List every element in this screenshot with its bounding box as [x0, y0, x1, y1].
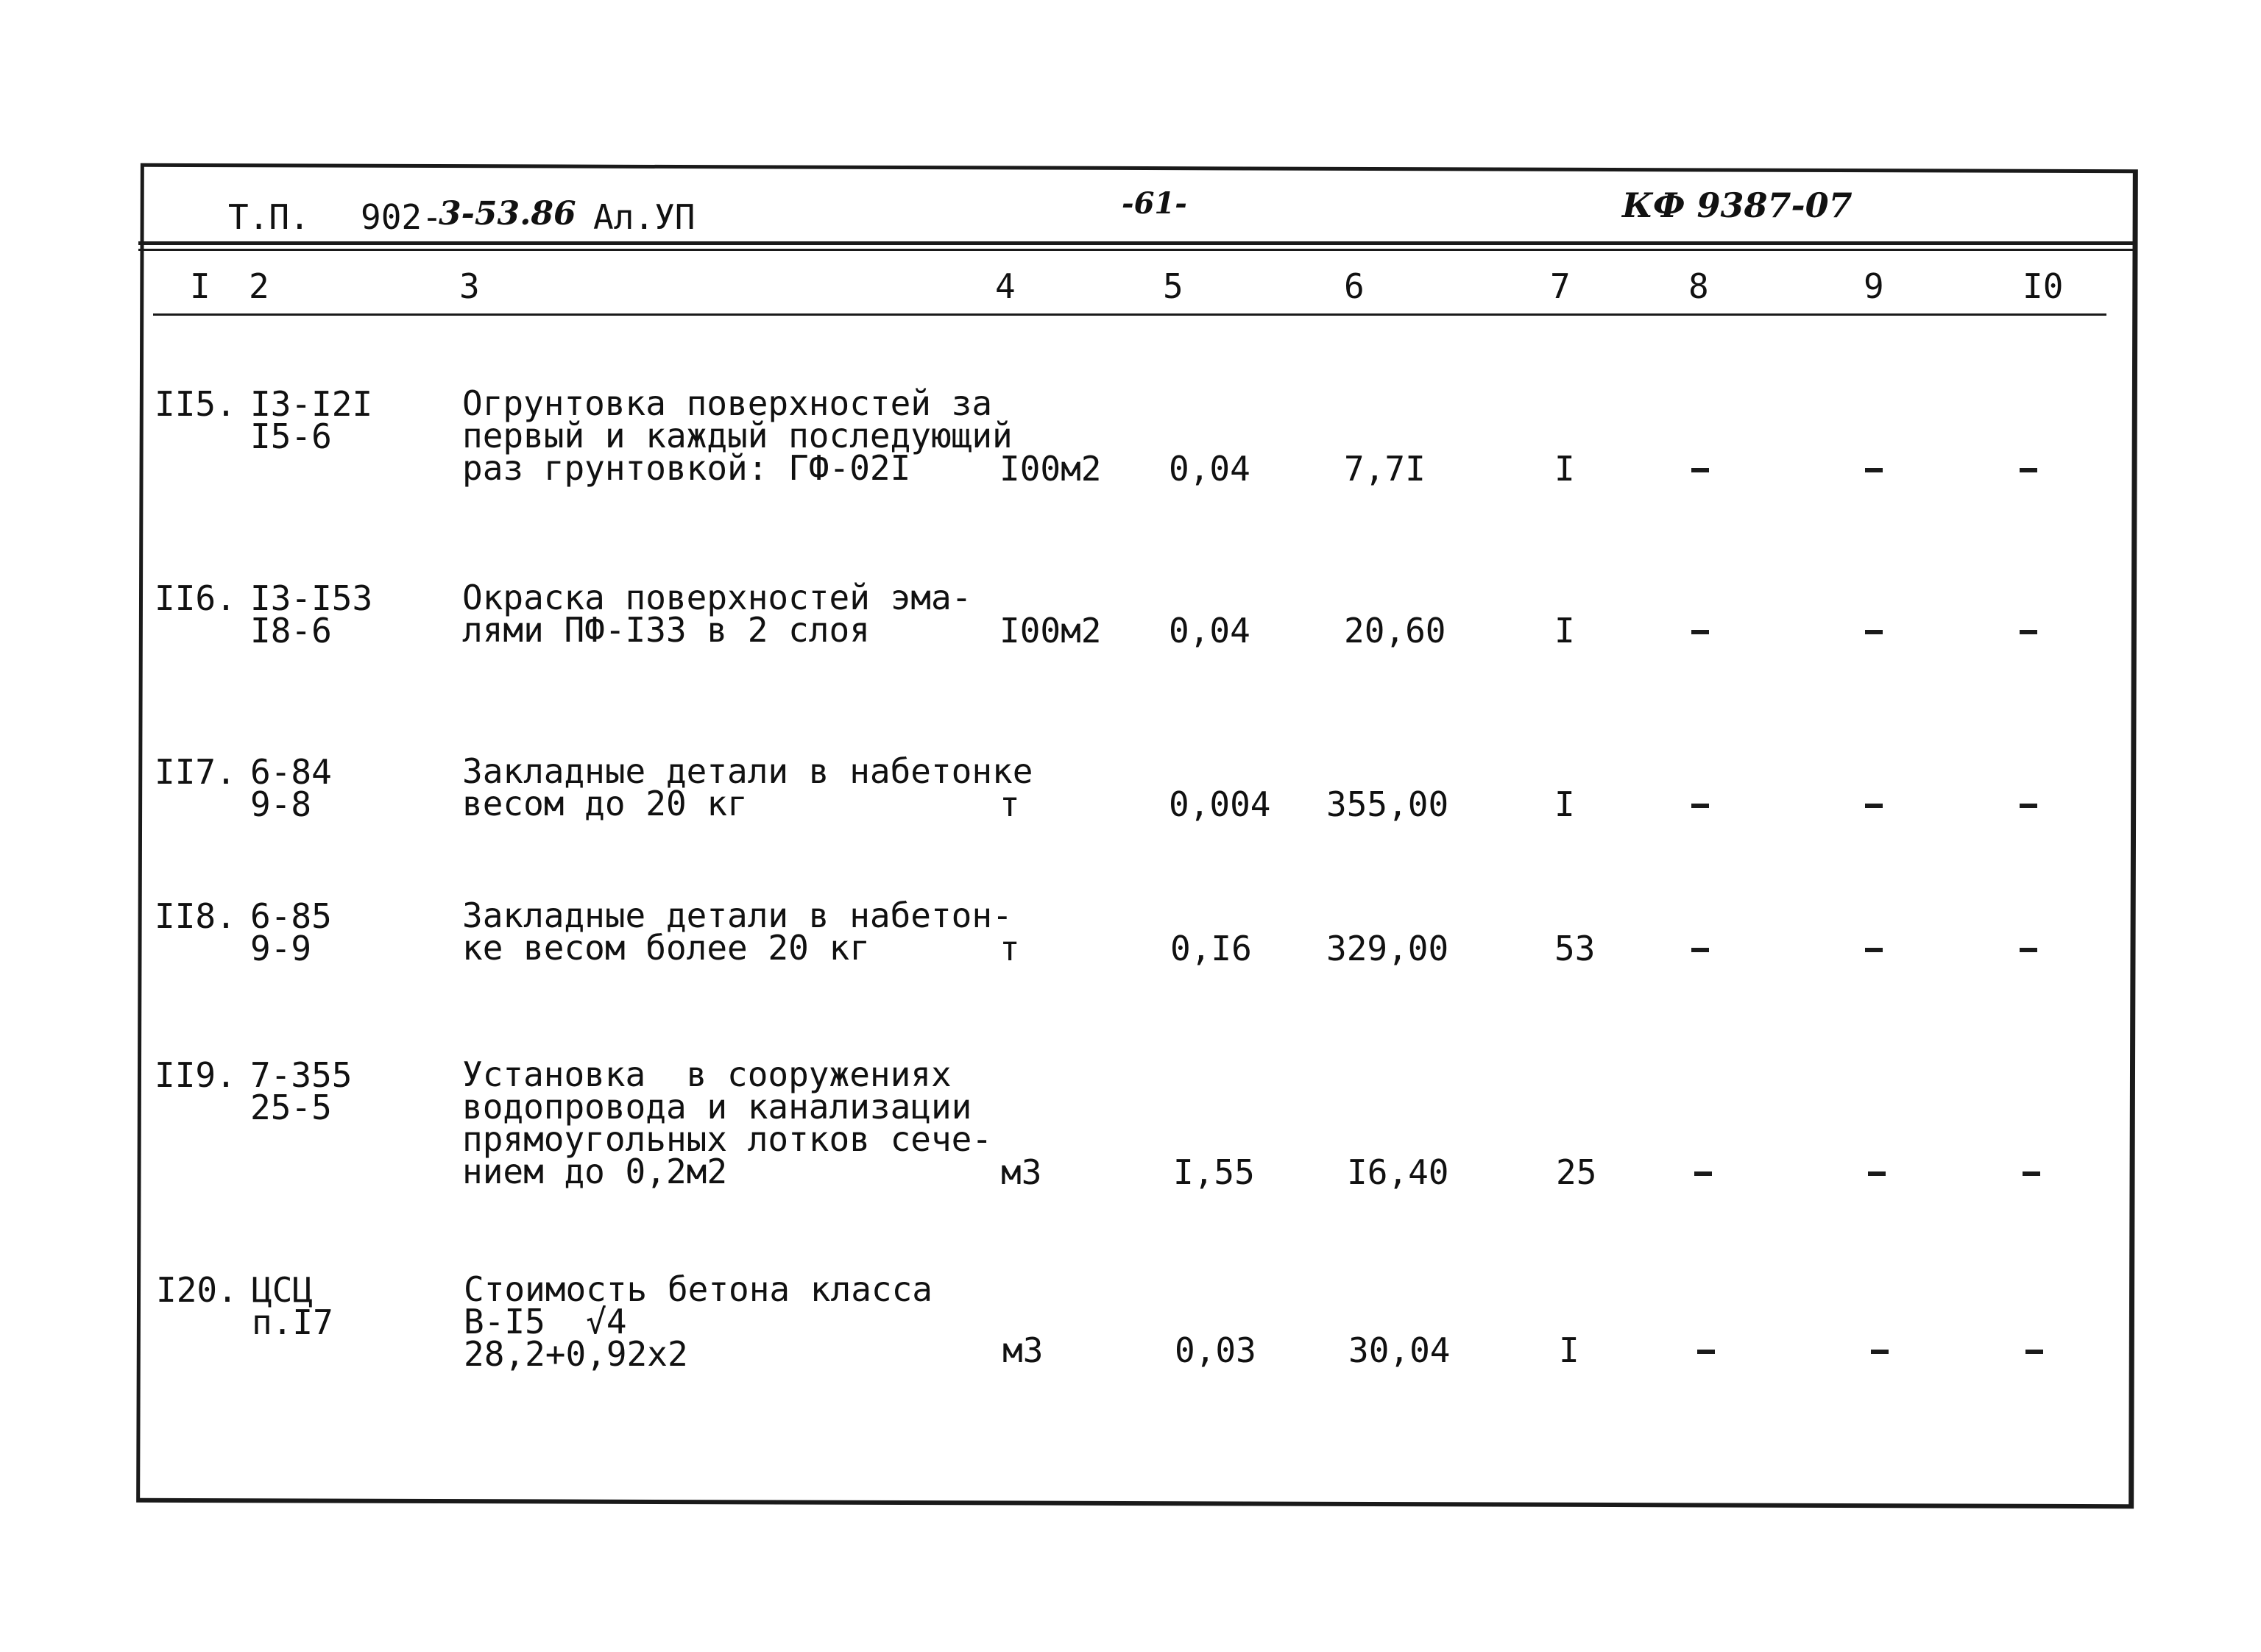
norm-code-sub: 9-8: [250, 784, 312, 824]
work-description-line: раз грунтовкой: ГФ-02I: [462, 448, 911, 488]
quantity: 0,004: [1169, 784, 1271, 824]
col9-dash: [1871, 1350, 1889, 1354]
work-description-line: ке весом более 20 кг: [462, 928, 870, 968]
col8-dash: [1691, 630, 1709, 634]
work-description-line: Закладные детали в набетон-: [462, 896, 1013, 935]
col7-value: I: [1559, 1330, 1579, 1370]
work-description-line: Установка в сооружениях: [462, 1054, 952, 1094]
row-number: II5.: [155, 384, 236, 424]
work-description-line: прямоугольных лотков сече-: [462, 1119, 993, 1159]
col7-value: I: [1554, 611, 1575, 650]
quantity: 0,I6: [1170, 929, 1252, 968]
col10-dash: [2020, 948, 2037, 952]
work-description-line: лями ПФ-I33 в 2 слоя: [462, 610, 870, 650]
col7-value: I: [1554, 449, 1575, 489]
row-number: II8.: [155, 896, 236, 936]
unit-price: 7,7I: [1344, 449, 1426, 489]
col-header-5: 5: [1163, 266, 1183, 306]
col7-value: 25: [1556, 1152, 1597, 1192]
norm-code: 6-85: [250, 896, 332, 936]
col9-dash: [1865, 630, 1883, 634]
col7-value: I: [1554, 784, 1575, 824]
work-description-line: Закладные детали в набетонке: [462, 751, 1033, 791]
unit-price: I6,40: [1347, 1152, 1449, 1192]
norm-code-sub: п.I7: [252, 1302, 333, 1342]
col-header-10: I0: [2023, 266, 2064, 306]
col9-dash: [1865, 804, 1883, 808]
col10-dash: [2025, 1350, 2043, 1354]
col-header-2: 2: [249, 266, 269, 306]
col8-dash: [1697, 1350, 1715, 1354]
norm-code: I3-I53: [250, 578, 373, 618]
col-header-4: 4: [995, 266, 1016, 306]
project-code-handwritten: 3-53.86: [439, 195, 576, 233]
work-description-line: Стоимость бетона класса: [464, 1269, 933, 1309]
norm-code-sub: 25-5: [250, 1088, 332, 1127]
col8-dash: [1691, 948, 1709, 952]
tp-label: Т.П.: [228, 197, 310, 237]
norm-code: ЦСЦ: [252, 1270, 314, 1310]
col10-dash: [2020, 630, 2037, 634]
header-divider: [138, 241, 2136, 245]
col-header-8: 8: [1688, 266, 1709, 306]
col10-dash: [2020, 804, 2037, 808]
quantity: 0,04: [1169, 449, 1250, 489]
work-description-line: весом до 20 кг: [462, 784, 748, 823]
work-description-line: Огрунтовка поверхностей за: [462, 383, 993, 423]
unit-price: 355,00: [1326, 784, 1449, 824]
unit: I00м2: [999, 449, 1102, 489]
unit: м3: [1002, 1330, 1044, 1370]
norm-code-sub: 9-9: [250, 929, 312, 968]
col7-value: 53: [1554, 929, 1596, 968]
norm-code: I3-I2I: [250, 384, 373, 424]
col-header-3: 3: [459, 266, 480, 306]
quantity: I,55: [1173, 1152, 1255, 1192]
col10-dash: [2020, 468, 2037, 472]
col9-dash: [1865, 948, 1883, 952]
col9-dash: [1865, 468, 1883, 472]
col8-dash: [1691, 804, 1709, 808]
col-header-1: I: [190, 266, 210, 306]
unit-price: 329,00: [1326, 929, 1449, 968]
row-number: II7.: [155, 752, 236, 792]
unit: т: [999, 929, 1020, 968]
col9-dash: [1868, 1171, 1886, 1176]
norm-code-sub: I8-6: [250, 611, 332, 650]
col-header-9: 9: [1864, 266, 1884, 306]
album-label: Ал.УП: [593, 197, 696, 237]
norm-code-sub: I5-6: [250, 416, 332, 456]
page-number: -61-: [1122, 186, 1187, 221]
work-description-line: Окраска поверхностей эма-: [462, 578, 972, 617]
unit-price: 20,60: [1344, 611, 1446, 650]
stamp-number: КФ 9387-07: [1622, 185, 1853, 225]
col8-dash: [1691, 468, 1709, 472]
table-frame: [136, 163, 2138, 1509]
header-divider-inner: [138, 249, 2136, 251]
quantity: 0,03: [1175, 1330, 1256, 1370]
col10-dash: [2023, 1171, 2040, 1176]
col-header-7: 7: [1550, 266, 1571, 306]
work-description-line: водопровода и канализации: [462, 1087, 972, 1127]
col-header-6: 6: [1344, 266, 1365, 306]
unit: т: [999, 784, 1020, 824]
unit: I00м2: [999, 611, 1102, 650]
work-description-line: В-I5 √4: [464, 1302, 627, 1341]
unit-price: 30,04: [1348, 1330, 1451, 1370]
row-number: II6.: [155, 578, 236, 618]
quantity: 0,04: [1169, 611, 1250, 650]
norm-code: 7-355: [250, 1055, 353, 1095]
col8-dash: [1694, 1171, 1712, 1176]
project-code-prefix: 902-: [361, 197, 442, 237]
work-description-line: 28,2+0,92х2: [464, 1334, 688, 1374]
row-number: II9.: [155, 1055, 236, 1095]
work-description-line: нием до 0,2м2: [462, 1152, 728, 1191]
norm-code: 6-84: [250, 752, 332, 792]
unit: м3: [1001, 1152, 1042, 1192]
work-description-line: первый и каждый последующий: [462, 416, 1013, 455]
column-header-underline: [153, 313, 2106, 316]
row-number: I20.: [156, 1270, 238, 1310]
